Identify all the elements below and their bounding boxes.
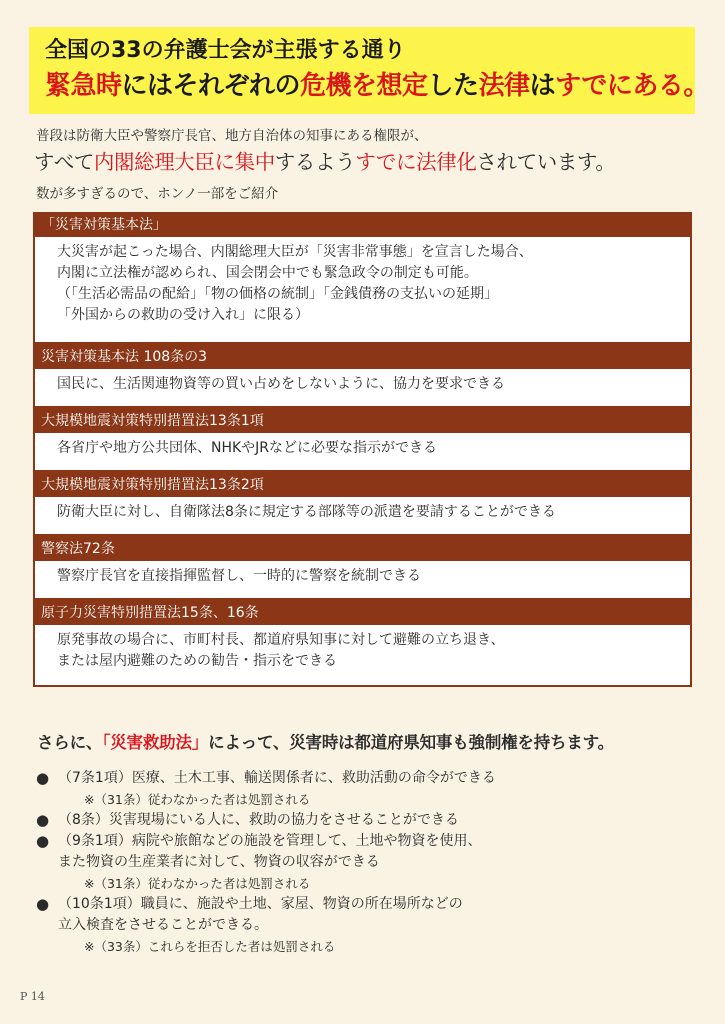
law-list [33, 212, 692, 687]
power-list [36, 768, 496, 957]
heading-law-name: 「災害救助法」 [102, 733, 209, 752]
penalty-note: ※（31条）従わなかった者は処罰される [84, 876, 311, 891]
law-title: 大規模地震対策特別措置法13条2項 [33, 472, 692, 497]
penalty-note: ※（31条）従わなかった者は処罰される [84, 792, 311, 807]
item-line: （8条）災害現場にいる人に、救助の協力をさせることができる [58, 812, 459, 828]
bullet-icon: ● [36, 832, 50, 850]
item-line: （10条1項）職員に、施設や土地、家屋、物資の所在場所などの [58, 896, 463, 912]
law-body [33, 625, 692, 687]
headline-emphasis-already: すでにある。 [555, 71, 709, 101]
bullet-icon: ● [36, 769, 50, 787]
headline-line1: 全国の33の弁護士会が主張する通り [45, 38, 406, 63]
law-line: 内閣に立法権が認められ、国会閉会中でも緊急政令の制定も可能。 [57, 265, 478, 281]
heading-text: によって、災害時は都道府県知事も強制権を持ちます。 [208, 733, 614, 752]
item-line: 立入検査をさせることができる。 [58, 917, 268, 933]
law-line: （「生活必需品の配給」「物の価格の統制」「金銭債務の支払いの延期」 [57, 286, 498, 302]
list-item [36, 810, 496, 831]
headline-text: は [529, 71, 556, 101]
headline-emphasis-emergency: 緊急時 [45, 71, 122, 101]
intro-emphasis-pm: 内閣総理大臣に集中 [93, 150, 275, 174]
law-title: 警察法72条 [33, 536, 692, 561]
intro-line1: 普段は防衛大臣や警察庁長官、地方自治体の知事にある権限が、 [36, 128, 428, 144]
bullet-icon: ● [36, 895, 50, 913]
bullet-icon: ● [36, 811, 50, 829]
page-number: P 14 [20, 990, 45, 1003]
headline-line2 [45, 67, 709, 105]
list-item [36, 831, 496, 873]
law-body [33, 433, 692, 472]
item-line: また物資の生産業者に対して、物資の収容ができる [58, 854, 380, 870]
intro-emphasis-legislated: すでに法律化 [355, 150, 477, 174]
headline-text: した [427, 71, 479, 101]
intro-text: されています。 [476, 150, 616, 174]
headline-box [29, 27, 709, 114]
intro-line2 [34, 145, 615, 175]
law-line: 防衛大臣に対し、自衛隊法8条に規定する部隊等の派遣を要請することができる [57, 504, 556, 520]
item-line: （9条1項）病院や旅館などの施設を管理して、土地や物資を使用、 [58, 833, 482, 849]
heading-text: さらに、 [37, 733, 103, 752]
law-line: 大災害が起こった場合、内閣総理大臣が「災害非常事態」を宣言した場合、 [57, 244, 533, 260]
law-line: または屋内避難のための勧告・指示をできる [57, 653, 337, 669]
intro-text: するよう [274, 150, 356, 174]
law-line: 各省庁や地方公共団体、NHKやJRなどに必要な指示ができる [57, 440, 438, 456]
disaster-relief-heading [37, 729, 614, 753]
law-line: 国民に、生活関連物資等の買い占めをしないように、協力を要求できる [57, 376, 505, 392]
law-title: 「災害対策基本法」 [33, 212, 692, 237]
law-line: 警察庁長官を直接指揮監督し、一時的に警察を統制できる [57, 568, 421, 584]
headline-text: にはそれぞれの [121, 71, 301, 101]
headline-emphasis-crisis: 危機を想定 [300, 71, 428, 101]
law-title: 災害対策基本法 108条の3 [33, 344, 692, 369]
law-body [33, 497, 692, 536]
law-title: 大規模地震対策特別措置法13条1項 [33, 408, 692, 433]
law-line: 「外国からの救助の受け入れ」に限る） [57, 307, 309, 323]
law-body [33, 561, 692, 600]
intro-line3: 数が多すぎるので、ホンノ一部をご紹介 [36, 186, 279, 202]
law-line: 原発事故の場合に、市町村長、都道府県知事に対して避難の立ち退き、 [57, 632, 505, 648]
penalty-note: ※（33条）これらを拒否した者は処罰される [84, 939, 336, 954]
list-item [36, 768, 496, 789]
law-body [33, 369, 692, 408]
intro-text: すべて [34, 150, 94, 174]
law-title: 原子力災害特別措置法15条、16条 [33, 600, 692, 625]
headline-emphasis-law: 法律 [478, 71, 530, 101]
list-item [36, 894, 496, 936]
item-line: （7条1項）医療、土木工事、輸送関係者に、救助活動の命令ができる [58, 770, 496, 786]
law-body [33, 237, 692, 344]
